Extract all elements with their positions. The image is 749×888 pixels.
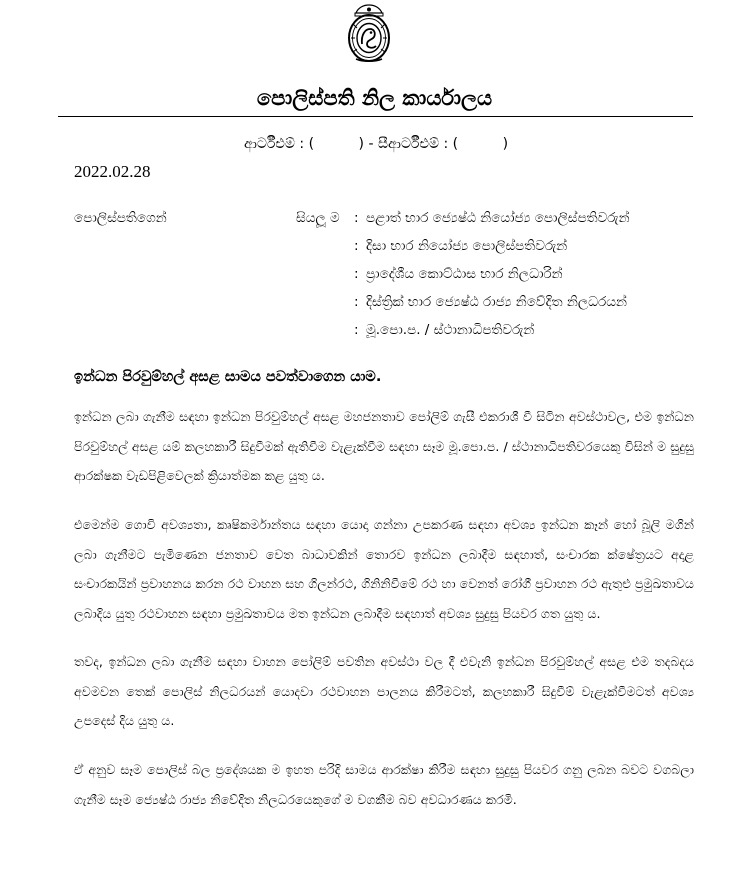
reference-numbers: ආර්ටීඑම් : ( ) - සීආර්ටීඑම් : ( ) [244,136,509,152]
recipient-item: : දිස්ත්‍රික් භාර ජ්‍යෙෂ්ඨ රාජ්‍ය නිවේදිත නිලධරයන් [354,294,627,310]
body-paragraph: එමෙන්ම ගොවි අවශ්‍යතා, කෘෂිකර්මාන්තය සඳහා යොදා ගන්නා උපකරණ සඳහා අවශ්‍ය ඉන්ධන කෑන් හෝ බූලි මගින් ලබා ගැනීමට පැමිණෙන ජනතාව වෙත බාධාවකින් තොරව ඉන්ධන ලබාදීම සඳහාත්, සංචාරක ක්ෂේත්‍රයට අදාළ සංචාරකයින් ප්‍රවාහනය කරන රථ වාහන සහ ගිලන්රථ, ගිනිනිවීමේ රථ හා වෙනත් රෝගී ප්‍රවාහන රථ ඇතුළු ප්‍රමුඛතාවය ලබාදිය යුතු රථවාහන සඳහා ප්‍රමුඛතාවය මත ඉන්ධන ලබාදීම සඳහාත් අවශ්‍ය සුදුසු පියවර ගත යුතු ය. [74,517,694,621]
body-paragraph: තවද, ඉන්ධන ලබා ගැනීම සඳහා වාහන පෝලිම් පවතින අවස්ථා වල දී එවැනි ඉන්ධන පිරවුම්හල් අසළ එම තදබදය අවමවන තෙක් පොලිස් නිලධරයන් යොදවා රථවාහන පාලනය කිරීමටත්, කලහකාරී සිදුවීම් වැළැක්වීමටත් අවශ්‍ය උපදෙස් දිය යුතු ය. [74,654,694,728]
office-title: පොලිස්පති නිල කාර්යාලය [256,86,493,110]
recipient-item: : මූ.පො.ප. / ස්ථානාධිපතිවරුන් [354,322,535,338]
recipient-list [354,207,704,347]
subject-heading: ඉන්ධන පිරවුම්හල් අසළ සාමය පවත්වාගෙන යාම. [74,369,382,385]
recipient-item: : ප්‍රාදේශීය කොට්ඨාස භාර නිලධාරින් [354,266,563,282]
body-paragraph: ඒ අනුව සෑම පොලිස් බල ප්‍රදේශයක ම ඉහත පරිදි සාමය ආරක්ෂා කිරීම සඳහා සුදුසු පියවර ගනු ලබන බවට වගබලා ගැනීම සෑම ජ්‍යෙෂ්ඨ රාජ්‍ය නිවේදිත නිලධරයෙකුගේ ම වගකීම බව අවධාරණය කරමි. [74,762,694,807]
recipient-item: : පළාත් භාර ජ්‍යෙෂ්ඨ නියෝජ්‍ය පොලිස්පතිවරුන් [354,210,630,226]
header-divider [58,116,693,117]
police-emblem-icon [345,4,393,64]
letter-date: 2022.02.28 [74,162,151,181]
recipients-all-label: සියලූ ම [296,210,340,226]
body-paragraph: ඉන්ධන ලබා ගැනීම සඳහා ඉන්ධන පිරවුම්හල් අසළ මහජනතාව පෝලිම් ගැසී එකරාශී වී සිටින අවස්ථාවල, එම ඉන්ධන පිරවුම්හල් අසළ යම් කලහකාරී සිදුවීමක් ඇතිවීම වැළැක්වීම සඳහා සෑම මූ.පො.ප. / ස්ථානාධිපතිවරයෙකු විසින් ම සුදුසු ආරක්ෂක වැඩපිළිවෙලක් ක්‍රියාත්මක කළ යුතු ය. [74,409,694,483]
sender: පොලිස්පතිගෙන් [74,210,167,226]
recipient-item: : දිසා භාර නියෝජ්‍ය පොලිස්පතිවරුන් [354,238,568,254]
